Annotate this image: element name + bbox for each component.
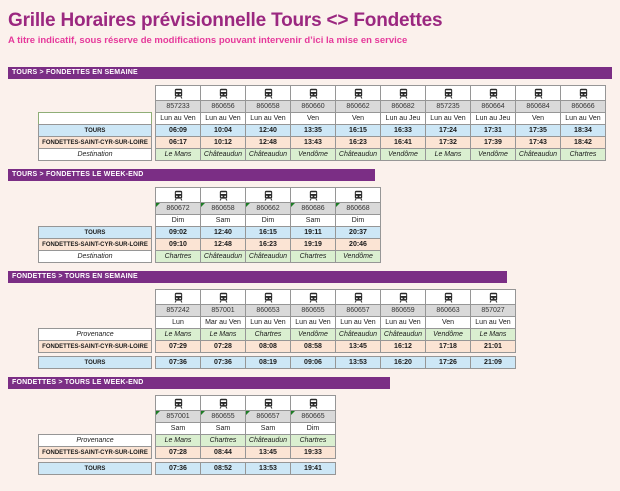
day-cell: Lun au Jeu	[470, 112, 516, 125]
train-icon-cell	[470, 85, 516, 101]
corner-marker	[336, 203, 340, 207]
train-icon-cell	[155, 187, 201, 203]
row-label-tours: TOURS	[38, 356, 152, 369]
train-number-cell: 860657	[245, 410, 291, 423]
train-front-icon	[443, 88, 454, 99]
day-cell: Lun au Ven	[380, 316, 426, 329]
train-number-cell: 860660	[290, 100, 336, 113]
icon-row	[38, 85, 612, 101]
label-spacer	[38, 187, 155, 203]
train-icon-cell	[470, 289, 516, 305]
provenance-cell: Châteaudun	[245, 434, 291, 447]
time-cell: 07:29	[155, 340, 201, 353]
train-number-cell: 857233	[155, 100, 201, 113]
day-cell: Lun au Jeu	[380, 112, 426, 125]
provenance-cell: Le Mans	[470, 328, 516, 341]
train-front-icon	[533, 88, 544, 99]
label-spacer	[38, 395, 155, 411]
destination-cell: Châteaudun	[335, 148, 381, 161]
time-cell: 12:48	[245, 136, 291, 149]
train-icon-cell	[245, 187, 291, 203]
destination-cell: Vendôme	[290, 148, 336, 161]
train-front-icon	[263, 190, 274, 201]
train-front-icon	[218, 398, 229, 409]
corner-marker	[246, 411, 250, 415]
train-number-cell: 860662	[335, 100, 381, 113]
corner-marker	[246, 203, 250, 207]
timetable-grid	[38, 85, 612, 161]
time-cell: 13:53	[335, 356, 381, 369]
time-cell: 07:28	[200, 340, 246, 353]
time-cell: 17:39	[470, 136, 516, 149]
train-front-icon	[263, 398, 274, 409]
train-icon-cell	[290, 187, 336, 203]
train-number-cell: 860672	[155, 202, 201, 215]
station-row	[38, 356, 612, 369]
station-row	[38, 446, 612, 459]
time-cell: 17:43	[515, 136, 561, 149]
time-cell: 09:10	[155, 238, 201, 251]
time-cell: 21:09	[470, 356, 516, 369]
train-front-icon	[308, 88, 319, 99]
label-spacer	[38, 289, 155, 305]
train-front-icon	[488, 88, 499, 99]
row-label-provenance: Provenance	[38, 328, 152, 341]
train-front-icon	[263, 292, 274, 303]
train-number-cell: 857242	[155, 304, 201, 317]
train-icon-cell	[515, 85, 561, 101]
icon-row	[38, 187, 612, 203]
provenance-cell: Chartres	[245, 328, 291, 341]
train-number-cell: 860665	[290, 410, 336, 423]
destination-cell: Châteaudun	[245, 148, 291, 161]
provenance-cell: Le Mans	[200, 328, 246, 341]
time-cell: 19:11	[290, 226, 336, 239]
station-row	[38, 340, 612, 353]
corner-marker	[156, 203, 160, 207]
destination-cell: Châteaudun	[245, 250, 291, 263]
train-number-cell: 860682	[380, 100, 426, 113]
section-title: FONDETTES > TOURS LE WEEK-END	[12, 379, 144, 386]
train-icon-cell	[335, 85, 381, 101]
train-front-icon	[308, 292, 319, 303]
train-front-icon	[398, 88, 409, 99]
station-row	[38, 250, 612, 263]
train-front-icon	[353, 88, 364, 99]
destination-cell: Le Mans	[425, 148, 471, 161]
row-label-destination: Destination	[38, 250, 152, 263]
time-cell: 08:58	[290, 340, 336, 353]
train-front-icon	[578, 88, 589, 99]
day-cell: Lun au Ven	[200, 112, 246, 125]
destination-cell: Chartres	[155, 250, 201, 263]
day-cell: Dim	[245, 214, 291, 227]
page-subtitle: A titre indicatif, sous réserve de modifications pouvant intervenir d’ici la mise en service	[8, 35, 408, 46]
train-icon-cell	[335, 187, 381, 203]
time-cell: 19:41	[290, 462, 336, 475]
train-number-cell: 860653	[245, 304, 291, 317]
day-cell: Lun au Ven	[470, 316, 516, 329]
row-label-tours: TOURS	[38, 462, 152, 475]
row-label-fondettes-saint-cyr-sur-loire: FONDETTES-SAINT-CYR-SUR-LOIRE	[38, 340, 152, 353]
train-front-icon	[353, 190, 364, 201]
train-number-cell: 860668	[335, 202, 381, 215]
time-cell: 17:32	[425, 136, 471, 149]
destination-cell: Châteaudun	[200, 250, 246, 263]
time-cell: 17:35	[515, 124, 561, 137]
time-cell: 08:19	[245, 356, 291, 369]
time-cell: 06:17	[155, 136, 201, 149]
train-number-cell: 857001	[155, 410, 201, 423]
time-cell: 20:37	[335, 226, 381, 239]
train-number-cell: 857027	[470, 304, 516, 317]
destination-cell: Vendôme	[335, 250, 381, 263]
icon-row	[38, 395, 612, 411]
destination-cell: Chartres	[290, 250, 336, 263]
train-number-cell: 860663	[425, 304, 471, 317]
time-cell: 10:04	[200, 124, 246, 137]
train-front-icon	[173, 88, 184, 99]
train-icon-cell	[380, 85, 426, 101]
tables-area	[8, 67, 612, 475]
day-cell: Lun au Ven	[290, 316, 336, 329]
time-cell: 08:08	[245, 340, 291, 353]
timetable-grid	[38, 187, 612, 263]
time-cell: 09:06	[290, 356, 336, 369]
train-number-cell: 860656	[200, 100, 246, 113]
provenance-cell: Le Mans	[155, 328, 201, 341]
section-header-bar	[8, 67, 612, 79]
time-cell: 07:36	[200, 356, 246, 369]
section-title: TOURS > FONDETTES EN SEMAINE	[12, 69, 138, 76]
day-cell: Sam	[290, 214, 336, 227]
train-icon-cell	[335, 289, 381, 305]
destination-cell: Le Mans	[155, 148, 201, 161]
time-cell: 13:45	[335, 340, 381, 353]
page-title: Grille Horaires prévisionnelle Tours <> Fondettes	[8, 10, 443, 31]
section-title: FONDETTES > TOURS EN SEMAINE	[12, 273, 138, 280]
day-cell: Lun au Ven	[560, 112, 606, 125]
time-cell: 18:42	[560, 136, 606, 149]
destination-cell: Châteaudun	[515, 148, 561, 161]
time-cell: 10:12	[200, 136, 246, 149]
destination-cell: Vendôme	[470, 148, 516, 161]
train-icon-cell	[290, 85, 336, 101]
time-cell: 07:36	[155, 462, 201, 475]
train-front-icon	[353, 292, 364, 303]
corner-marker	[201, 411, 205, 415]
icon-row	[38, 289, 612, 305]
day-cell: Lun au Ven	[245, 112, 291, 125]
train-icon-cell	[200, 85, 246, 101]
train-front-icon	[173, 398, 184, 409]
train-front-icon	[218, 88, 229, 99]
time-cell: 12:48	[200, 238, 246, 251]
day-cell: Ven	[335, 112, 381, 125]
day-cell: Sam	[200, 214, 246, 227]
day-cell: Mar au Ven	[200, 316, 246, 329]
day-cell: Lun au Ven	[335, 316, 381, 329]
timetable-grid	[38, 395, 612, 475]
corner-marker	[291, 203, 295, 207]
time-cell: 16:20	[380, 356, 426, 369]
destination-cell: Chartres	[560, 148, 606, 161]
timetable-tours-fondettes-weekend	[8, 169, 612, 263]
section-title: TOURS > FONDETTES LE WEEK-END	[12, 171, 144, 178]
time-cell: 16:41	[380, 136, 426, 149]
time-cell: 07:36	[155, 356, 201, 369]
provenance-cell: Chartres	[290, 434, 336, 447]
train-icon-cell	[290, 395, 336, 411]
day-cell: Ven	[290, 112, 336, 125]
day-cell: Lun au Ven	[425, 112, 471, 125]
time-cell: 17:18	[425, 340, 471, 353]
label-spacer	[38, 85, 155, 101]
train-number-cell: 860659	[380, 304, 426, 317]
time-cell: 12:40	[200, 226, 246, 239]
time-cell: 18:34	[560, 124, 606, 137]
time-cell: 19:33	[290, 446, 336, 459]
train-icon-cell	[155, 85, 201, 101]
time-cell: 13:53	[245, 462, 291, 475]
provenance-cell: Châteaudun	[335, 328, 381, 341]
row-label-fondettes-saint-cyr-sur-loire: FONDETTES-SAINT-CYR-SUR-LOIRE	[38, 446, 152, 459]
time-cell: 13:35	[290, 124, 336, 137]
train-number-cell: 860655	[200, 410, 246, 423]
corner-marker	[291, 411, 295, 415]
time-cell: 17:26	[425, 356, 471, 369]
time-cell: 16:23	[245, 238, 291, 251]
train-front-icon	[443, 292, 454, 303]
train-front-icon	[308, 190, 319, 201]
corner-marker	[201, 203, 205, 207]
train-icon-cell	[245, 395, 291, 411]
provenance-cell: Châteaudun	[380, 328, 426, 341]
train-icon-cell	[560, 85, 606, 101]
destination-cell: Châteaudun	[200, 148, 246, 161]
time-cell: 13:45	[245, 446, 291, 459]
train-front-icon	[488, 292, 499, 303]
time-cell: 16:15	[335, 124, 381, 137]
train-icon-cell	[155, 289, 201, 305]
provenance-cell: Le Mans	[155, 434, 201, 447]
day-cell: Ven	[425, 316, 471, 329]
row-label-fondettes-saint-cyr-sur-loire: FONDETTES-SAINT-CYR-SUR-LOIRE	[38, 136, 152, 149]
row-label-provenance: Provenance	[38, 434, 152, 447]
timetable-fondettes-tours-semaine	[8, 271, 612, 369]
train-icon-cell	[200, 289, 246, 305]
day-cell: Lun au Ven	[155, 112, 201, 125]
train-number-cell: 857235	[425, 100, 471, 113]
train-front-icon	[173, 190, 184, 201]
day-cell: Ven	[515, 112, 561, 125]
row-label-tours: TOURS	[38, 124, 152, 137]
section-header-bar	[8, 169, 375, 181]
section-header-bar	[8, 377, 390, 389]
train-icon-cell	[245, 289, 291, 305]
timetable-fondettes-tours-weekend	[8, 377, 612, 475]
day-cell: Dim	[290, 422, 336, 435]
train-number-cell: 860662	[245, 202, 291, 215]
train-number-cell: 860657	[335, 304, 381, 317]
time-cell: 21:01	[470, 340, 516, 353]
time-cell: 06:09	[155, 124, 201, 137]
train-number-cell: 860658	[245, 100, 291, 113]
time-cell: 16:15	[245, 226, 291, 239]
timetable-tours-fondettes-semaine	[8, 67, 612, 161]
provenance-cell: Chartres	[200, 434, 246, 447]
train-icon-cell	[380, 289, 426, 305]
row-label-destination: Destination	[38, 148, 152, 161]
provenance-cell: Vendôme	[290, 328, 336, 341]
train-icon-cell	[155, 395, 201, 411]
time-cell: 08:52	[200, 462, 246, 475]
train-front-icon	[218, 190, 229, 201]
time-cell: 16:33	[380, 124, 426, 137]
day-cell: Lun au Ven	[245, 316, 291, 329]
day-cell: Sam	[200, 422, 246, 435]
train-number-cell: 860664	[470, 100, 516, 113]
station-row	[38, 148, 612, 161]
time-cell: 08:44	[200, 446, 246, 459]
time-cell: 09:02	[155, 226, 201, 239]
train-icon-cell	[425, 289, 471, 305]
provenance-cell: Vendôme	[425, 328, 471, 341]
train-number-cell: 860658	[200, 202, 246, 215]
train-icon-cell	[200, 187, 246, 203]
train-front-icon	[398, 292, 409, 303]
destination-cell: Vendôme	[380, 148, 426, 161]
time-cell: 17:31	[470, 124, 516, 137]
day-cell: Sam	[245, 422, 291, 435]
train-icon-cell	[425, 85, 471, 101]
timetable-grid	[38, 289, 612, 369]
row-label-tours: TOURS	[38, 226, 152, 239]
train-number-cell: 860666	[560, 100, 606, 113]
station-row	[38, 462, 612, 475]
time-cell: 16:23	[335, 136, 381, 149]
time-cell: 20:46	[335, 238, 381, 251]
train-front-icon	[173, 292, 184, 303]
train-front-icon	[308, 398, 319, 409]
train-icon-cell	[245, 85, 291, 101]
section-header-bar	[8, 271, 507, 283]
day-cell: Sam	[155, 422, 201, 435]
train-number-cell: 857001	[200, 304, 246, 317]
train-number-cell: 860684	[515, 100, 561, 113]
train-front-icon	[218, 292, 229, 303]
train-number-cell: 860655	[290, 304, 336, 317]
train-number-cell: 860686	[290, 202, 336, 215]
train-front-icon	[263, 88, 274, 99]
time-cell: 07:28	[155, 446, 201, 459]
day-cell: Dim	[155, 214, 201, 227]
row-label-fondettes-saint-cyr-sur-loire: FONDETTES-SAINT-CYR-SUR-LOIRE	[38, 238, 152, 251]
day-cell: Lun	[155, 316, 201, 329]
time-cell: 16:12	[380, 340, 426, 353]
train-icon-cell	[200, 395, 246, 411]
time-cell: 19:19	[290, 238, 336, 251]
time-cell: 12:40	[245, 124, 291, 137]
train-icon-cell	[290, 289, 336, 305]
time-cell: 13:43	[290, 136, 336, 149]
time-cell: 17:24	[425, 124, 471, 137]
corner-marker	[156, 411, 160, 415]
day-cell: Dim	[335, 214, 381, 227]
